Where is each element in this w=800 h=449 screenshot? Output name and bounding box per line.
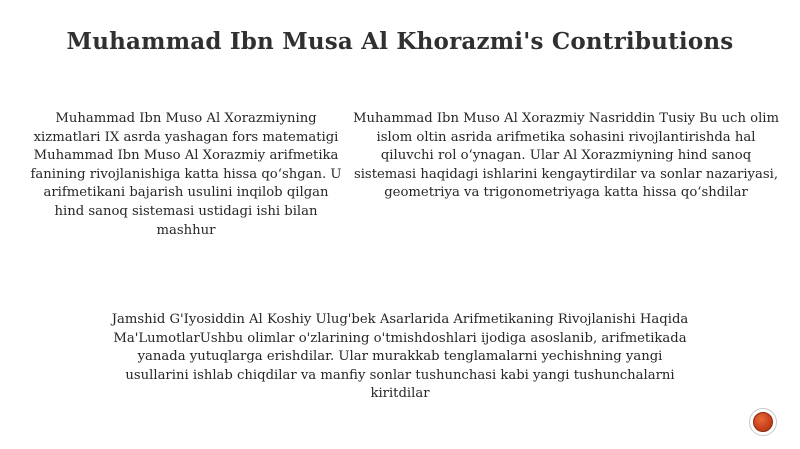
- left-text-block: Muhammad Ibn Muso Al Xorazmiyning xizmatlari IX asrda yashagan fors matematigi Muhammad Ibn Muso Al Xorazmiy arifmetika fanining rivojlanishiga katta hissa qo‘shgan. U arifmetikani bajarish usulini inqilob qilgan hind sanoq sistemasi ustidagi ishi bilan mashhur: [30, 111, 342, 238]
- slide-title: Muhammad Ibn Musa Al Khorazmi's Contributions: [66, 28, 734, 55]
- circle-nav-icon: [753, 412, 773, 432]
- slide-nav-button[interactable]: [749, 408, 777, 436]
- bottom-text-block: Jamshid G'Iyosiddin Al Koshiy Ulug'bek Asarlarida Arifmetikaning Rivojlanishi Haqida Ma'LumotlarUshbu olimlar o'zlarining o'tmishdoshlari ijodiga asoslanib, arifmetikada yanada yutuqlarga erishdilar. Ular murakkab tenglamalarni yechishning yangi usullarini ishlab chiqdilar va manfiy sonlar tushunchasi kabi yangi tushunchalarni kiritdilar: [111, 312, 689, 402]
- right-text-block: Muhammad Ibn Muso Al Xorazmiy Nasriddin Tusiy Bu uch olim islom oltin asrida arifmetika sohasini rivojlantirishda hal qiluvchi rol o‘ynagan. Ular Al Xorazmiyning hind sanoq sistemasi haqidagi ishlarini kengaytirdilar va sonlar nazariyasi, geometriya va trigonometriyaga katta hissa qo‘shdilar: [352, 111, 780, 201]
